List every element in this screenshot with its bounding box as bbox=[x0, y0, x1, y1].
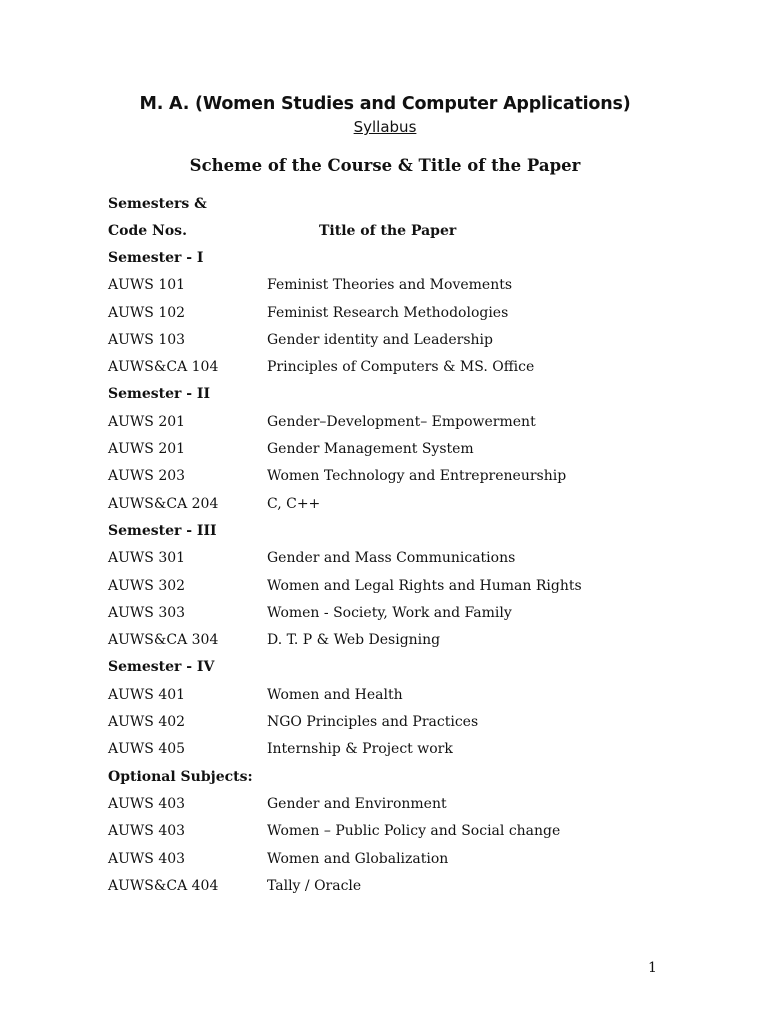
paper-title: Women - Society, Work and Family bbox=[267, 604, 512, 621]
paper-title: Tally / Oracle bbox=[267, 877, 362, 894]
course-row bbox=[0, 851, 770, 878]
course-row bbox=[0, 823, 770, 850]
course-row bbox=[0, 550, 770, 577]
paper-title: Feminist Theories and Movements bbox=[267, 277, 513, 294]
course-row bbox=[0, 714, 770, 741]
page-number: 1 bbox=[648, 960, 657, 976]
course-row bbox=[0, 878, 770, 905]
semester-label: Semester - I bbox=[108, 250, 204, 266]
semester-heading bbox=[0, 250, 770, 277]
course-row bbox=[0, 578, 770, 605]
column-header-code-line1: Semesters & bbox=[108, 196, 207, 212]
course-row bbox=[0, 796, 770, 823]
course-row bbox=[0, 496, 770, 523]
paper-title: Women Technology and Entrepreneurship bbox=[267, 468, 567, 485]
course-code: AUWS 101 bbox=[108, 277, 186, 294]
course-code: AUWS 403 bbox=[108, 850, 186, 867]
course-row bbox=[0, 359, 770, 386]
paper-title: Internship & Project work bbox=[267, 741, 453, 758]
course-code: AUWS&CA 404 bbox=[108, 877, 219, 894]
paper-title: Women and Health bbox=[267, 686, 403, 703]
semester-label: Optional Subjects: bbox=[108, 768, 253, 785]
course-row bbox=[0, 468, 770, 495]
paper-title: Gender Management System bbox=[267, 441, 474, 458]
course-code: AUWS 403 bbox=[108, 823, 186, 840]
course-code: AUWS 403 bbox=[108, 795, 186, 812]
paper-title: Feminist Research Methodologies bbox=[267, 304, 509, 321]
course-code: AUWS 301 bbox=[108, 550, 186, 567]
course-code: AUWS 405 bbox=[108, 741, 186, 758]
paper-title: Women and Globalization bbox=[267, 850, 449, 867]
course-row bbox=[0, 605, 770, 632]
course-code: AUWS 402 bbox=[108, 714, 186, 731]
course-code: AUWS 103 bbox=[108, 331, 186, 348]
semester-heading bbox=[0, 386, 770, 413]
paper-title: NGO Principles and Practices bbox=[267, 714, 479, 731]
course-row bbox=[0, 305, 770, 332]
semester-heading bbox=[0, 523, 770, 550]
course-row bbox=[0, 414, 770, 441]
course-row bbox=[0, 277, 770, 304]
course-code: AUWS&CA 304 bbox=[108, 632, 219, 649]
course-row bbox=[0, 632, 770, 659]
course-code: AUWS 302 bbox=[108, 577, 186, 594]
paper-title: Gender identity and Leadership bbox=[267, 331, 493, 348]
course-code: AUWS&CA 204 bbox=[108, 495, 219, 512]
semester-label: Semester - II bbox=[108, 386, 211, 403]
paper-title: Gender–Development– Empowerment bbox=[267, 413, 536, 430]
semester-heading bbox=[0, 769, 770, 796]
scheme-heading: Scheme of the Course & Title of the Paper bbox=[189, 156, 581, 175]
paper-title: Women and Legal Rights and Human Rights bbox=[267, 577, 582, 594]
course-table bbox=[0, 250, 770, 905]
semester-label: Semester - IV bbox=[108, 659, 215, 676]
course-code: AUWS 201 bbox=[108, 413, 186, 430]
course-code: AUWS 303 bbox=[108, 604, 186, 621]
course-row bbox=[0, 332, 770, 359]
course-row bbox=[0, 441, 770, 468]
course-row bbox=[0, 687, 770, 714]
paper-title: D. T. P & Web Designing bbox=[267, 632, 441, 649]
semester-label: Semester - III bbox=[108, 522, 217, 539]
paper-title: Principles of Computers & MS. Office bbox=[267, 359, 535, 376]
column-header-code-line2: Code Nos. bbox=[108, 223, 187, 239]
paper-title: Women – Public Policy and Social change bbox=[267, 823, 561, 840]
column-header-paper: Title of the Paper bbox=[319, 223, 457, 239]
course-code: AUWS 203 bbox=[108, 468, 186, 485]
semester-heading bbox=[0, 659, 770, 686]
course-code: AUWS 102 bbox=[108, 304, 186, 321]
course-row bbox=[0, 741, 770, 768]
paper-title: Gender and Environment bbox=[267, 795, 447, 812]
course-code: AUWS 201 bbox=[108, 441, 186, 458]
document-title: M. A. (Women Studies and Computer Applications) bbox=[139, 94, 631, 114]
paper-title: C, C++ bbox=[267, 495, 321, 512]
document-subtitle: Syllabus bbox=[353, 118, 417, 136]
course-code: AUWS&CA 104 bbox=[108, 359, 219, 376]
paper-title: Gender and Mass Communications bbox=[267, 550, 516, 567]
course-code: AUWS 401 bbox=[108, 686, 186, 703]
